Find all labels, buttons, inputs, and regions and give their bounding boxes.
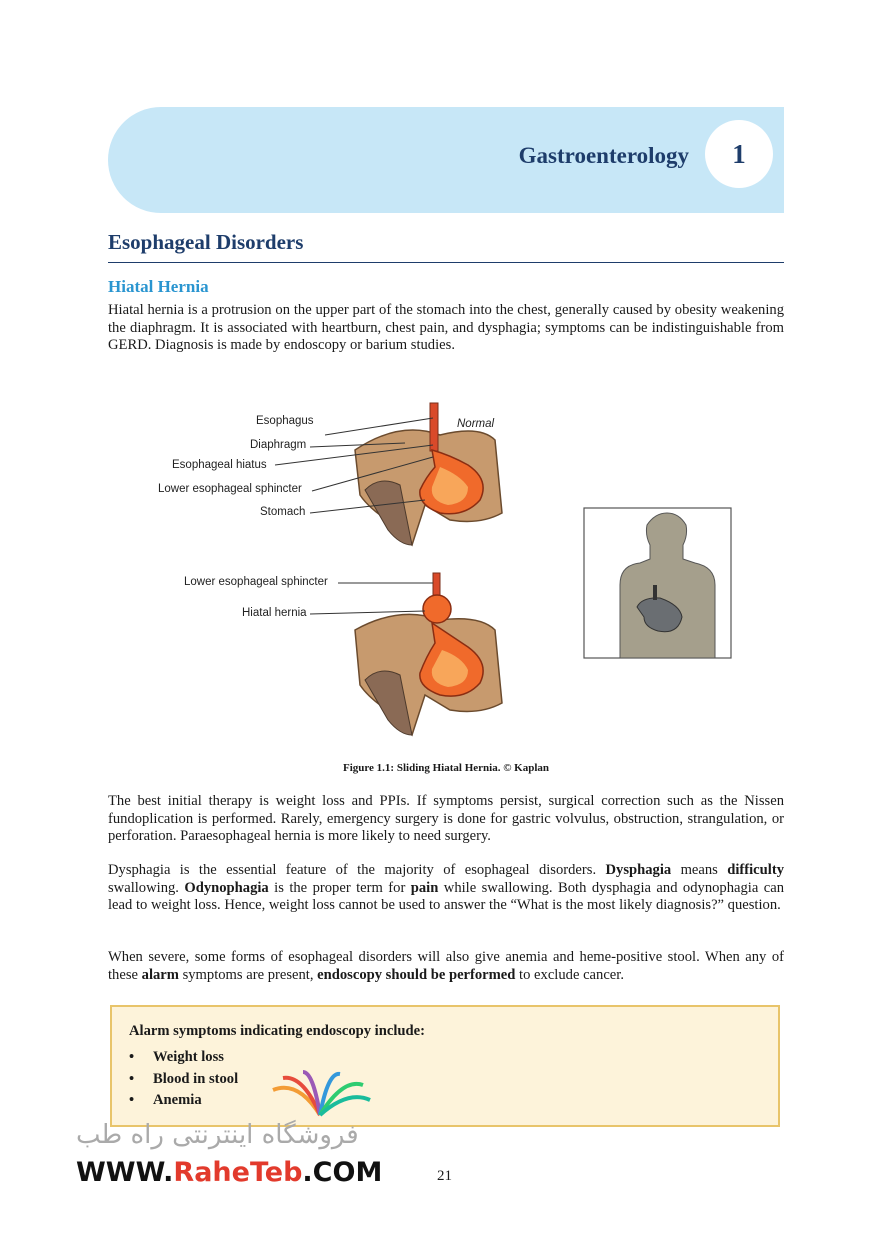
watermark-url [76,1157,382,1188]
hiatal-hernia-figure [150,395,750,755]
label-lower-esophageal-sphincter-hernia: Lower esophageal sphincter [184,576,328,588]
alarm-list [129,1047,238,1112]
bullet: • [129,1070,135,1087]
bold-endoscopy: endoscopy should be performed [317,966,516,983]
alarm-item-label: Anemia [153,1092,202,1108]
bold-pain: pain [410,879,439,896]
alarm-item-label: Weight loss [153,1049,224,1065]
paragraph-therapy: The best initial therapy is weight loss and PPIs. If symptoms persist, surgical correction such as the Nissen fundoplication is performed. Rarely, emergency surgery is done for gastric volvulus, obstruction, strangulation, or perforation. Paraesophageal hernia is more likely to need surgery. [108,793,784,845]
label-diaphragm: Diaphragm [250,439,307,451]
paragraph-dysphagia [108,862,784,915]
bold-dysphagia: Dysphagia [605,862,672,878]
bold-odynophagia: Odynophagia [184,879,269,896]
list-item [129,1090,238,1112]
label-lower-esophageal-sphincter: Lower esophageal sphincter [158,483,302,495]
body-inset [584,508,731,658]
bullet: • [129,1092,135,1108]
text-run: is the proper term for [268,879,411,896]
bold-difficulty: difficulty [727,862,784,878]
book-logo-icon [268,1070,373,1120]
text-run: means [671,862,728,878]
label-stomach: Stomach [260,506,306,518]
paragraph-intro: Hiatal hernia is a protrusion on the upper part of the stomach into the chest, generally caused by obesity weakening the diaphragm. It is associated with heartburn, chest pain, and dysphagia; symptoms can be indistinguishable from GERD. Diagnosis is made by endoscopy or barium studies. [108,302,784,354]
text-run: swallowing. [108,879,185,896]
hiatal-hernia-diagram [310,573,502,735]
label-esophageal-hiatus: Esophageal hiatus [172,459,267,471]
chapter-number-badge [705,120,773,188]
alarm-box-title: Alarm symptoms indicating endoscopy include: [129,1023,425,1039]
chapter-title: Gastroenterology [518,143,689,168]
url-brand: RaheTeb [173,1157,303,1188]
label-hiatal-hernia: Hiatal hernia [242,607,307,619]
text-run: Dysphagia is the essential feature of the majority of esophageal disorders. [108,862,606,878]
chapter-number: 1 [732,138,746,169]
list-item [129,1047,238,1069]
text-run: to exclude cancer. [515,966,624,983]
paragraph-alarm [108,949,784,984]
url-prefix: WWW. [76,1157,174,1188]
label-esophagus: Esophagus [256,415,314,427]
url-suffix: .COM [302,1157,383,1188]
text-run: symptoms are present, [178,966,318,983]
list-item [129,1069,238,1091]
watermark-persian-text: فروشگاه اینترنتی راه طب [76,1120,359,1150]
chapter-banner [108,107,784,213]
alarm-item-label: Blood in stool [153,1070,239,1087]
alarm-symptoms-box [110,1005,780,1127]
text-run: When severe, some forms of esophageal disorders will also give anemia and heme-positive stool. When any of these [108,949,784,983]
bullet: • [129,1049,135,1065]
section-heading: Esophageal Disorders [108,230,304,254]
page-number: 21 [437,1168,452,1184]
normal-label: Normal [457,418,495,430]
subsection-heading: Hiatal Hernia [108,277,209,296]
text-run: while swallowing. Both dysphagia and odynophagia can lead to weight loss. Hence, weight loss cannot be used to answer the “What is the most likely diagnosis?” question. [108,879,784,914]
hernia-illustration [150,395,750,755]
section-divider [108,262,784,263]
bold-alarm: alarm [141,966,179,983]
figure-caption: Figure 1.1: Sliding Hiatal Hernia. © Kaplan [342,762,550,774]
